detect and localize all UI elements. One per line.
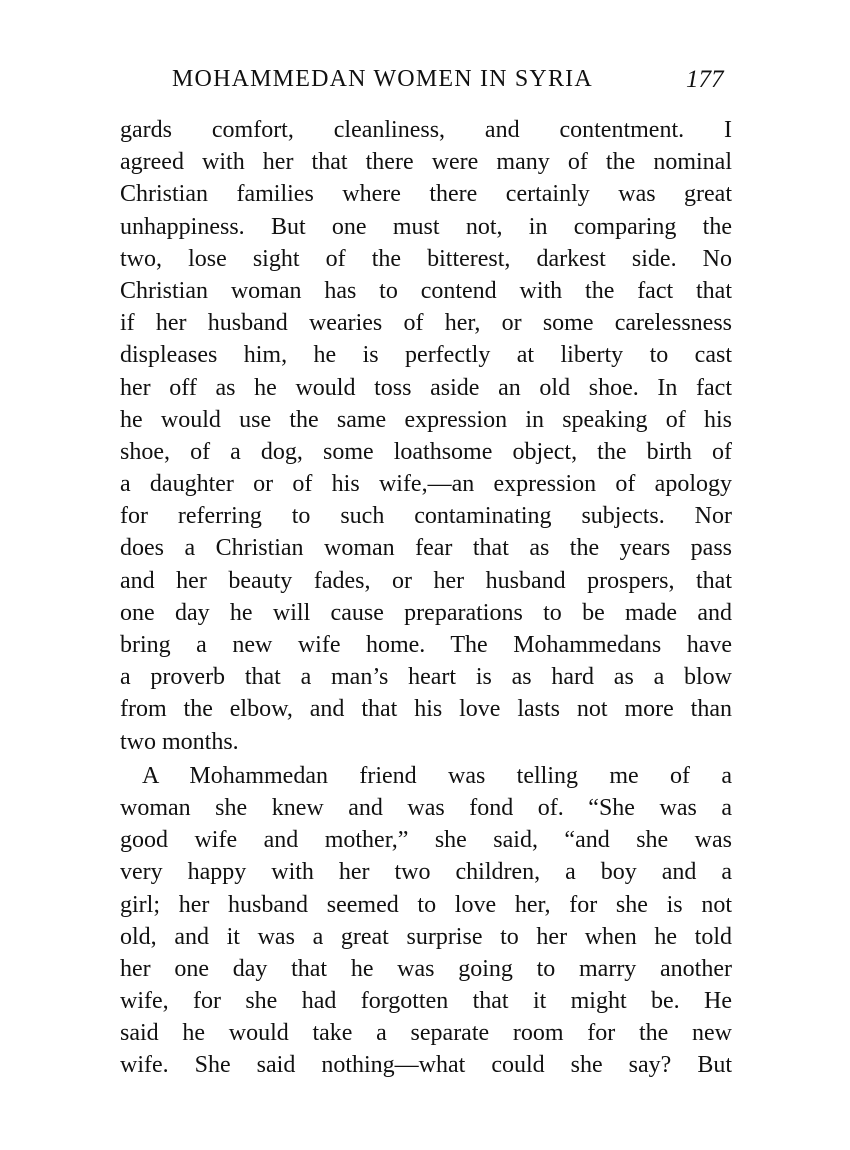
- body-text: [120, 114, 732, 1082]
- text-line: A Mohammedan friend was telling me of a: [142, 762, 732, 789]
- text-line: very happy with her two children, a boy and a: [120, 859, 732, 886]
- text-line: old, and it was a great surprise to her when he told: [120, 923, 732, 950]
- text-line: said he would take a separate room for the new: [120, 1020, 732, 1047]
- text-line: from the elbow, and that his love lasts not more than: [120, 696, 732, 723]
- text-line: girl; her husband seemed to love her, for she is not: [120, 891, 732, 918]
- text-line: good wife and mother,” she said, “and she was: [120, 827, 732, 854]
- text-line: wife. She said nothing—what could she say? But: [120, 1052, 732, 1079]
- text-line: for referring to such contaminating subjects. Nor: [120, 503, 732, 530]
- text-line: shoe, of a dog, some loathsome object, the birth of: [120, 438, 732, 465]
- text-line: a daughter or of his wife,—an expression of apology: [120, 471, 732, 498]
- text-line: if her husband wearies of her, or some carelessness: [120, 310, 732, 337]
- text-line: wife, for she had forgotten that it might be. He: [120, 988, 732, 1015]
- running-head: [120, 66, 740, 106]
- text-line: a proverb that a man’s heart is as hard as a blow: [120, 664, 732, 691]
- text-line: two months.: [120, 728, 239, 755]
- text-line: Christian families where there certainly was great: [120, 181, 732, 208]
- text-line: bring a new wife home. The Mohammedans have: [120, 632, 732, 658]
- text-line: two, lose sight of the bitterest, darkest side. No: [120, 245, 732, 272]
- page-number: 177: [686, 66, 724, 93]
- text-line: displeases him, he is perfectly at liberty to cast: [120, 342, 732, 369]
- text-line: unhappiness. But one must not, in comparing the: [120, 213, 732, 240]
- text-line: agreed with her that there were many of the nominal: [120, 149, 732, 176]
- text-line: does a Christian woman fear that as the years pass: [120, 535, 732, 562]
- text-line: Christian woman has to contend with the fact that: [120, 277, 732, 304]
- text-line: one day he will cause preparations to be made and: [120, 599, 732, 626]
- text-line: he would use the same expression in speaking of his: [120, 406, 732, 433]
- text-line: woman she knew and was fond of. “She was a: [120, 794, 732, 821]
- text-line: gards comfort, cleanliness, and contentment. I: [120, 117, 732, 143]
- text-line: and her beauty fades, or her husband prospers, that: [120, 567, 732, 594]
- running-title: MOHAMMEDAN WOMEN IN SYRIA: [172, 66, 593, 92]
- text-line: her off as he would toss aside an old shoe. In fact: [120, 374, 732, 401]
- text-line: her one day that he was going to marry another: [120, 955, 732, 982]
